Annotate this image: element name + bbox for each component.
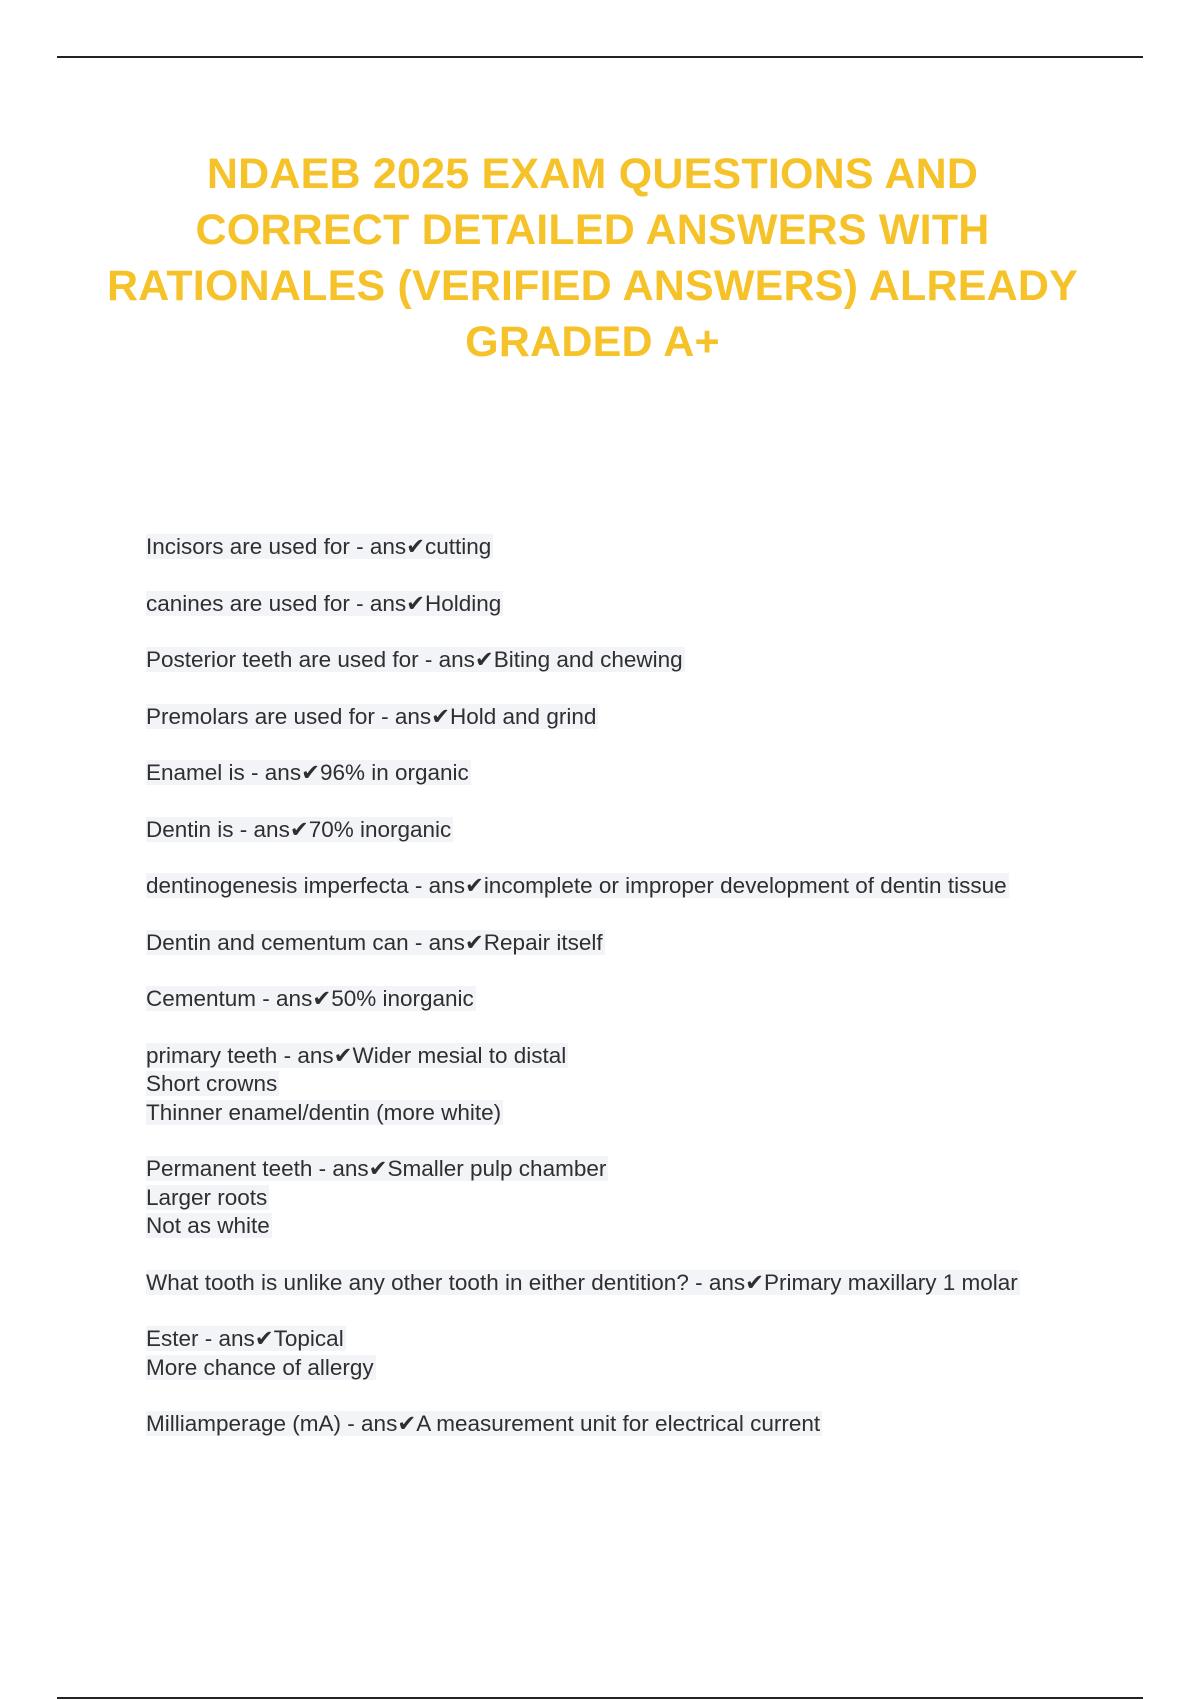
qa-line-highlight: canines are used for - ans✔Holding [146,590,502,616]
answer-marker: ans✔ [369,590,426,616]
qa-first-line [146,759,1146,788]
qa-item [146,646,1146,675]
qa-line-highlight: Premolars are used for - ans✔Hold and grind [146,703,597,729]
answer-text: incomplete or improper development of dentin tissue [483,873,1007,898]
qa-item [146,1155,1146,1241]
qa-item [146,1269,1146,1298]
bottom-rule [57,1697,1143,1699]
qa-line-highlight [146,1071,279,1096]
qa-item [146,929,1146,958]
qa-list [146,533,1146,1467]
qa-line-highlight: Dentin and cementum can - ans✔Repair itself [146,929,603,955]
qa-first-line [146,703,1146,732]
question-text: Ester [146,1326,199,1351]
question-text: Posterior teeth are used for [146,647,419,672]
answer-marker: ans✔ [253,816,309,842]
answer-marker: ans✔ [428,929,484,955]
question-text: Dentin is [146,816,234,842]
question-text: dentinogenesis imperfecta [146,873,409,898]
answer-marker: ans✔ [332,1156,388,1181]
answer-marker: ans✔ [276,986,332,1011]
answer-text: A measurement unit for electrical current [416,1411,821,1436]
qa-first-line [146,1155,1146,1184]
answer-marker: ans✔ [369,534,425,559]
qa-line-highlight: Cementum - ans✔50% inorganic [146,986,474,1011]
qa-item [146,759,1146,788]
qa-line-highlight: What tooth is unlike any other tooth in either dentition? - ans✔Primary maxillary 1 molar [146,1269,1018,1295]
qa-answer-continuation [146,1099,1146,1128]
answer-text: 70% inorganic [308,816,452,842]
question-text: Cementum [146,986,257,1011]
qa-item [146,872,1146,901]
top-rule [57,56,1143,58]
qa-line-highlight [146,1355,376,1380]
qa-first-line [146,646,1146,675]
answer-text: Short crowns [146,1071,278,1096]
qa-line-highlight: Ester - ans✔Topical [146,1326,344,1351]
question-text: Premolars are used for [146,703,375,729]
answer-marker: ans✔ [708,1269,764,1295]
qa-item [146,703,1146,732]
question-text: Enamel is [146,760,245,785]
qa-first-line [146,929,1146,958]
answer-marker: ans✔ [394,703,450,729]
qa-line-highlight: Milliamperage (mA) - ans✔A measurement unit for electrical current [146,1411,821,1436]
answer-marker: ans✔ [361,1411,417,1436]
qa-answer-continuation [146,1354,1146,1383]
question-text: Dentin and cementum can [146,929,409,955]
answer-text: Thinner enamel/dentin (more white) [146,1099,502,1125]
qa-item [146,1325,1146,1382]
qa-line-highlight: Dentin is - ans✔70% inorganic [146,816,452,842]
answer-marker: ans✔ [428,873,484,898]
qa-line-highlight: Enamel is - ans✔96% in organic [146,760,469,785]
answer-text: Hold and grind [450,703,597,729]
qa-item [146,1410,1146,1439]
answer-marker: ans✔ [297,1042,353,1068]
answer-text: More chance of allergy [146,1354,374,1380]
qa-item [146,533,1146,562]
answer-text: Holding [425,590,502,616]
question-text: Permanent teeth [146,1156,313,1181]
qa-line-highlight: dentinogenesis imperfecta - ans✔incomplete or improper development of dentin tissue [146,873,1007,898]
qa-line-highlight: primary teeth - ans✔Wider mesial to distal [146,1042,567,1068]
qa-answer-continuation [146,1070,1146,1099]
qa-item [146,1042,1146,1128]
qa-answer-continuation [146,1212,1146,1241]
qa-item [146,816,1146,845]
answer-marker: ans✔ [438,647,494,672]
qa-line-highlight: Posterior teeth are used for - ans✔Biting and chewing [146,647,683,672]
qa-first-line [146,590,1146,619]
qa-first-line [146,1269,1146,1298]
question-text: primary teeth [146,1042,278,1068]
qa-item [146,985,1146,1014]
qa-first-line [146,872,1146,901]
answer-text: Larger roots [146,1184,268,1210]
question-text: Incisors are used for [146,534,350,559]
qa-line-highlight: Incisors are used for - ans✔cutting [146,534,492,559]
qa-first-line [146,1410,1146,1439]
answer-text: Biting and chewing [493,647,683,672]
qa-first-line [146,533,1146,562]
answer-marker: ans✔ [218,1326,274,1351]
qa-first-line [146,1325,1146,1354]
qa-first-line [146,985,1146,1014]
qa-first-line [146,816,1146,845]
qa-answer-continuation [146,1184,1146,1213]
qa-item [146,590,1146,619]
document-title: NDAEB 2025 EXAM QUESTIONS AND CORRECT DETAILED ANSWERS WITH RATIONALES (VERIFIED ANSWERS) ALREADY GRADED A+ [107,150,1078,366]
qa-line-highlight [146,1100,503,1125]
qa-line-highlight: Permanent teeth - ans✔Smaller pulp chamber [146,1156,607,1181]
answer-text: 50% inorganic [331,986,474,1011]
question-text: canines are used for [146,590,350,616]
answer-text: Primary maxillary 1 molar [763,1269,1018,1295]
answer-text: 96% in organic [319,760,469,785]
answer-text: Topical [273,1326,344,1351]
answer-text: Wider mesial to distal [352,1042,567,1068]
qa-first-line [146,1042,1146,1071]
answer-text: Not as white [146,1213,270,1238]
question-text: What tooth is unlike any other tooth in either dentition? [146,1269,689,1295]
question-text: Milliamperage (mA) [146,1411,342,1436]
answer-text: Repair itself [483,929,603,955]
answer-marker: ans✔ [264,760,320,785]
answer-text: Smaller pulp chamber [387,1156,607,1181]
answer-text: cutting [424,534,492,559]
qa-line-highlight [146,1185,269,1210]
qa-line-highlight [146,1213,272,1238]
